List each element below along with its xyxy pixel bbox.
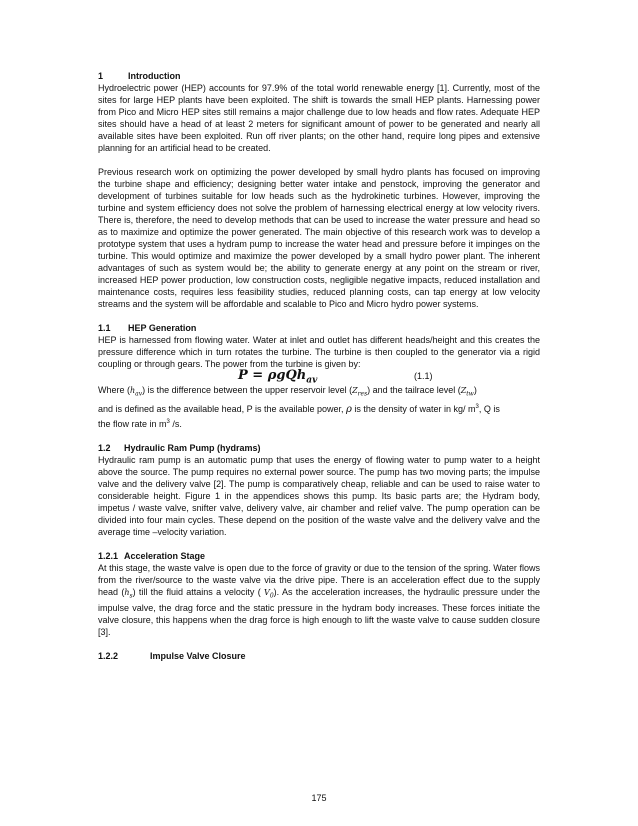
section-number: 1.2.2 — [98, 651, 119, 662]
section-title: Introduction — [128, 71, 181, 81]
section-number: 1.1 — [98, 323, 111, 333]
section-title: Acceleration Stage — [124, 550, 206, 561]
equation-definitions: Where $(h_{av})$ is the difference between the upper reservoir level $(Z_{res})$ and the tailrace level $(Z_{tw})$ and is defined as the available head, P is the available power, ρ is the density of water in kg/ $m^3$, Q is the flow rate in $m^3$ /s. — [98, 385, 500, 429]
intro-paragraph-1: Hydroelectric power (HEP) accounts for 97.9% of the total world renewable energy [1]. Currently, most of the sites for large HEP plants have been exploited. The shift is towards the small HEP plants. Harnessing power from Pico and Micro HEP sites still remains a major challenge due to low heads and flow rates. Adequate HEP sites should have a head of at least 2 meters for significant amount of power to be generated and nearly all available sites have been exploited. Run off river plants; on the other hand, require long pipes and extensive planning for an artificial head to be created. — [98, 83, 540, 153]
equation-number: (1.1) — [414, 371, 433, 381]
section-1-2-2-heading — [98, 650, 540, 662]
equation-row — [98, 370, 540, 384]
section-title: Hydraulic Ram Pump (hydrams) — [124, 442, 261, 453]
hydram-paragraph: Hydraulic ram pump is an automatic pump that uses the energy of flowing water to pump water to a height above the source. The pump requires no external power source. The pump has two moving parts; the impulse valve and the delivery valve [2]. The pump is comparatively cheap, reliable and can be used to raise water to considerable height. Figure 1 in the appendices shows this pump. Its basic parts are; the Hydram body, impetus / waste valve, snifter valve, delivery valve, air chamber and relief valve. The pump operation can be divided into four main cycles. These depend on the position of the waste valve and the delivery valve and the average time –velocity variation. — [98, 454, 540, 537]
intro-paragraph-2: Previous research work on optimizing the power developed by small hydro plants has focused on improving the turbine shape and efficiency; designing better water intake and penstock, improving the generator and development of turbines suitable for low heads such as the hydrokinetic turbines. However, improving the turbine and system efficiency does not solve the problem of harnessing electrical energy at low velocity rivers. There is, therefore, the need to develop methods that can be used to increase the water pressure and head so as to maximize and optimize the power generated. The main objective of this research work was to develop a prototype system that uses a hydram pump to increase the water head and pressure before it impinges on the turbine. This would optimize and maximize the power developed by a small hydro power plant. The inherent advantages of such as system would be; the ability to generate energy at any point on the stream or river, increased HEP power production, low construction costs, negligible negative impacts, reduced installation and maintenance costs, requires less feasibility studies, reduced planning costs, can tap energy at low velocity streams and the system will be affordable and scalable to Pico and Micro hydro power systems. — [98, 167, 540, 309]
page-body — [98, 70, 540, 662]
section-number: 1.2.1 — [98, 550, 119, 561]
section-title: HEP Generation — [128, 323, 197, 333]
page-number: 175 — [311, 793, 327, 803]
section-1-2-1-heading — [98, 550, 540, 562]
section-1-1-heading — [98, 322, 540, 334]
section-title: Impulse Valve Closure — [150, 651, 246, 662]
section-1-2-heading — [98, 442, 540, 454]
section-1-heading — [98, 70, 540, 82]
section-number: 1.2 — [98, 442, 111, 453]
power-equation: P = ρgQh$_{av}$ — [238, 368, 318, 386]
acceleration-paragraph: At this stage, the waste valve is open due to the force of gravity or due to the tension of the spring. Water flows from the river/source to the waste valve via the drive pipe. There is an acceleration effect due to the supply head $(h_s)$ till the fluid attains a velocity ( $V_0$). As the acceleration increases, the hydraulic pressure under the impulse valve, the drag force and the static pressure in the hydram body increases. These forces initiate the valve closure, this happens when the drag force is high enough to lift the waste valve to cause sudden closure [3]. — [98, 562, 540, 638]
section-number: 1 — [98, 71, 104, 81]
hep-paragraph: HEP is harnessed from flowing water. Water at inlet and outlet has different heads/height and this creates the pressure difference which in turn rotates the turbine. The turbine is then coupled to the generator via a rigid coupling or through gears. The power from the turbine is given by: — [98, 335, 540, 369]
